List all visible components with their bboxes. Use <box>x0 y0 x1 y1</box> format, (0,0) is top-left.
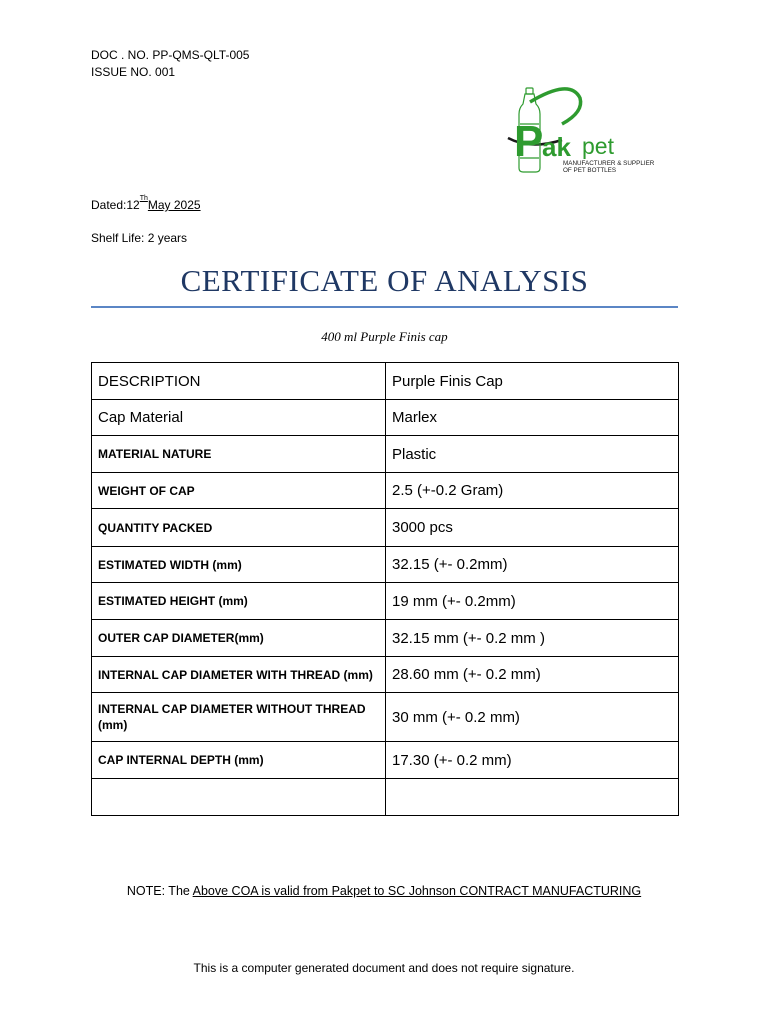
logo-tagline-1: MANUFACTURER & SUPPLIER <box>563 160 655 167</box>
shelf-life: Shelf Life: 2 years <box>91 231 188 245</box>
document-meta <box>91 47 249 81</box>
table-row <box>92 693 679 742</box>
row-value: 19 mm (+- 0.2mm) <box>386 583 679 620</box>
table-row <box>92 547 679 583</box>
row-label <box>92 779 386 816</box>
row-value: 3000 pcs <box>386 509 679 547</box>
row-value: Purple Finis Cap <box>386 363 679 400</box>
row-value: Marlex <box>386 400 679 436</box>
row-label: INTERNAL CAP DIAMETER WITHOUT THREAD (mm) <box>92 693 386 742</box>
table-row <box>92 583 679 620</box>
pakpet-logo <box>500 84 678 176</box>
date-day-suffix: Th <box>139 195 148 202</box>
date-line <box>91 195 201 212</box>
logo-ak: ak <box>542 132 571 162</box>
date-month-year: May 2025 <box>147 198 201 212</box>
logo-pet: pet <box>582 133 614 159</box>
table-row <box>92 742 679 779</box>
row-value: 2.5 (+-0.2 Gram) <box>386 473 679 509</box>
row-label: ESTIMATED WIDTH (mm) <box>92 547 386 583</box>
row-label: CAP INTERNAL DEPTH (mm) <box>92 742 386 779</box>
note-underlined: Above COA is valid from Pakpet to SC Johnson CONTRACT MANUFACTURING <box>192 884 642 898</box>
row-value: 28.60 mm (+- 0.2 mm) <box>386 657 679 693</box>
product-subtitle: 400 ml Purple Finis cap <box>321 329 448 344</box>
table-row <box>92 436 679 473</box>
table-row <box>92 363 679 400</box>
title-divider <box>91 306 678 308</box>
date-prefix: Dated:12 <box>91 198 140 212</box>
validity-note <box>0 884 768 898</box>
row-value: Plastic <box>386 436 679 473</box>
row-label: QUANTITY PACKED <box>92 509 386 547</box>
note-prefix: NOTE: The <box>126 884 193 898</box>
row-value: 30 mm (+- 0.2 mm) <box>386 693 679 742</box>
table-row <box>92 400 679 436</box>
issue-number: ISSUE NO. 001 <box>91 65 176 79</box>
row-value: 32.15 (+- 0.2mm) <box>386 547 679 583</box>
row-label: DESCRIPTION <box>92 363 386 400</box>
footer-disclaimer: This is a computer generated document and does not require signature. <box>193 961 575 975</box>
table-row-empty <box>92 779 679 816</box>
row-label: OUTER CAP DIAMETER(mm) <box>92 620 386 657</box>
row-label: Cap Material <box>92 400 386 436</box>
analysis-table <box>91 362 679 816</box>
page-title: CERTIFICATE OF ANALYSIS <box>180 263 589 298</box>
row-value: 32.15 mm (+- 0.2 mm ) <box>386 620 679 657</box>
row-value: 17.30 (+- 0.2 mm) <box>386 742 679 779</box>
doc-number: DOC . NO. PP-QMS-QLT-005 <box>91 48 250 62</box>
row-label: INTERNAL CAP DIAMETER WITH THREAD (mm) <box>92 657 386 693</box>
table-row <box>92 657 679 693</box>
row-label: WEIGHT OF CAP <box>92 473 386 509</box>
row-value <box>386 779 679 816</box>
logo-tagline-2: OF PET BOTTLES <box>563 167 617 174</box>
table-row <box>92 509 679 547</box>
row-label: MATERIAL NATURE <box>92 436 386 473</box>
row-label: ESTIMATED HEIGHT (mm) <box>92 583 386 620</box>
table-row <box>92 620 679 657</box>
table-row <box>92 473 679 509</box>
logo-letter-p: P <box>514 117 544 166</box>
